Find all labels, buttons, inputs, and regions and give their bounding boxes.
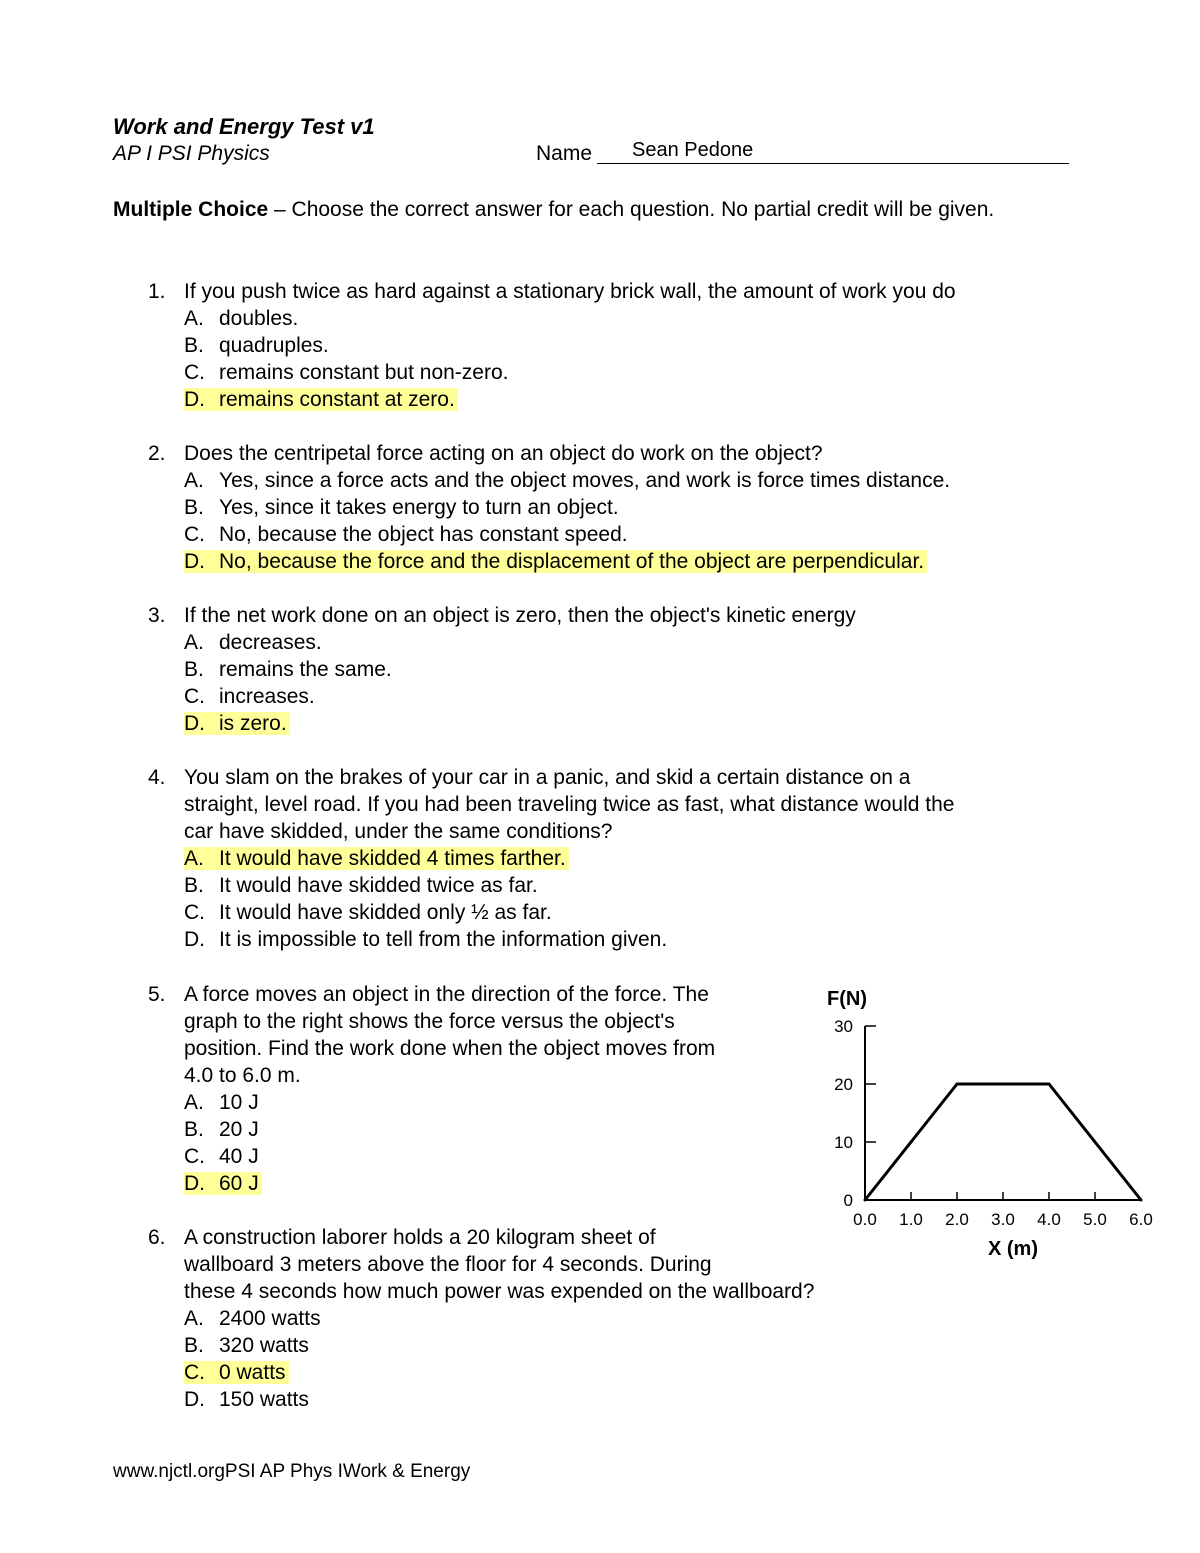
option-letter: D.	[184, 928, 205, 951]
answer-content	[184, 901, 552, 924]
option-text: decreases.	[219, 631, 322, 654]
question-text: Does the centripetal force acting on an object do work on the object?	[184, 442, 823, 465]
answer-option[interactable]	[184, 467, 950, 494]
answer-option[interactable]	[184, 1089, 262, 1116]
answer-options	[184, 1089, 262, 1197]
answer-option[interactable]	[184, 1332, 321, 1359]
answer-options	[184, 1305, 321, 1413]
highlighted-answer	[184, 1361, 289, 1384]
footer-url: www.njctl.orgPSI AP Phys IWork & Energy	[113, 1461, 471, 1482]
y-tick-label: 0	[843, 1191, 853, 1210]
option-text: 60 J	[219, 1172, 259, 1195]
option-text: 320 watts	[219, 1334, 309, 1357]
option-letter: D.	[184, 712, 205, 735]
question-number: 1.	[148, 280, 166, 303]
answer-content	[184, 1118, 259, 1141]
answer-option[interactable]	[184, 305, 509, 332]
answer-option[interactable]	[184, 1143, 262, 1170]
answer-content	[184, 1091, 259, 1114]
answer-content	[184, 523, 628, 546]
answer-option[interactable]	[184, 710, 392, 737]
answer-option[interactable]	[184, 926, 667, 953]
option-text: remains constant but non-zero.	[219, 361, 509, 384]
answer-option[interactable]	[184, 386, 509, 413]
course-name: AP I PSI Physics	[113, 142, 270, 165]
answer-content	[184, 1388, 309, 1411]
highlighted-answer	[184, 388, 458, 411]
x-tick-label: 5.0	[1083, 1210, 1107, 1229]
name-field[interactable]: Sean Pedone	[632, 139, 754, 161]
option-letter: A.	[184, 847, 204, 870]
answer-options	[184, 305, 509, 413]
question-text: these 4 seconds how much power was expended on the wallboard?	[184, 1280, 815, 1303]
option-text: 40 J	[219, 1145, 259, 1168]
force-position-chart	[810, 980, 1160, 1270]
question-text: 4.0 to 6.0 m.	[184, 1064, 301, 1087]
question-text: A construction laborer holds a 20 kilogram sheet of	[184, 1226, 656, 1249]
answer-option[interactable]	[184, 494, 950, 521]
answer-option[interactable]	[184, 359, 509, 386]
answer-option[interactable]	[184, 1170, 262, 1197]
answer-options	[184, 467, 950, 575]
option-letter: A.	[184, 631, 204, 654]
option-letter: B.	[184, 1334, 204, 1357]
question-text: You slam on the brakes of your car in a panic, and skid a certain distance on a	[184, 766, 911, 789]
y-tick-label: 30	[834, 1017, 853, 1036]
answer-content	[184, 658, 392, 681]
option-letter: C.	[184, 1361, 205, 1384]
name-underline	[597, 163, 1069, 164]
answer-content	[184, 874, 538, 897]
question-text: wallboard 3 meters above the floor for 4 seconds. During	[184, 1253, 712, 1276]
x-axis-label: X (m)	[988, 1238, 1038, 1260]
option-letter: A.	[184, 1091, 204, 1114]
option-text: It is impossible to tell from the information given.	[219, 928, 668, 951]
option-text: It would have skidded twice as far.	[219, 874, 538, 897]
highlighted-answer	[184, 550, 927, 573]
data-point	[1048, 1083, 1051, 1086]
x-tick-label: 4.0	[1037, 1210, 1061, 1229]
y-tick-label: 20	[834, 1075, 853, 1094]
question-text: straight, level road. If you had been traveling twice as fast, what distance would the	[184, 793, 955, 816]
name-label: Name	[536, 142, 593, 165]
question-text: If the net work done on an object is zero, then the object's kinetic energy	[184, 604, 856, 627]
option-letter: C.	[184, 685, 205, 708]
option-letter: B.	[184, 1118, 204, 1141]
option-letter: B.	[184, 658, 204, 681]
option-letter: D.	[184, 550, 205, 573]
instructions	[113, 196, 1073, 223]
answer-option[interactable]	[184, 899, 667, 926]
option-text: It would have skidded only ½ as far.	[219, 901, 552, 924]
answer-option[interactable]	[184, 872, 667, 899]
x-tick-label: 3.0	[991, 1210, 1015, 1229]
answer-content	[184, 1145, 259, 1168]
question-number: 3.	[148, 604, 166, 627]
option-letter: A.	[184, 1307, 204, 1330]
answer-content	[184, 1307, 321, 1330]
instructions-label: Multiple Choice	[113, 198, 269, 221]
highlighted-answer	[184, 712, 290, 735]
x-tick-label: 1.0	[899, 1210, 923, 1229]
option-text: 0 watts	[219, 1361, 286, 1384]
option-letter: D.	[184, 388, 205, 411]
answer-option[interactable]	[184, 629, 392, 656]
answer-option[interactable]	[184, 656, 392, 683]
question-number: 2.	[148, 442, 166, 465]
answer-option[interactable]	[184, 1386, 321, 1413]
answer-option[interactable]	[184, 1359, 321, 1386]
option-letter: D.	[184, 1172, 205, 1195]
option-letter: C.	[184, 361, 205, 384]
option-text: No, because the object has constant speed.	[219, 523, 628, 546]
option-text: 2400 watts	[219, 1307, 321, 1330]
answer-option[interactable]	[184, 1116, 262, 1143]
answer-content	[184, 307, 298, 330]
x-tick-label: 0.0	[853, 1210, 877, 1229]
x-tick-label: 6.0	[1129, 1210, 1153, 1229]
answer-option[interactable]	[184, 548, 950, 575]
answer-content	[184, 334, 329, 357]
instructions-text: – Choose the correct answer for each question. No partial credit will be given.	[268, 198, 995, 221]
force-line	[865, 1084, 1141, 1200]
option-letter: B.	[184, 334, 204, 357]
question-number: 5.	[148, 983, 166, 1006]
option-letter: B.	[184, 496, 204, 519]
option-text: remains constant at zero.	[219, 388, 455, 411]
answer-content	[184, 1334, 309, 1357]
option-text: No, because the force and the displacement of the object are perpendicular.	[219, 550, 925, 573]
option-letter: D.	[184, 1388, 205, 1411]
question-text: graph to the right shows the force versus the object's	[184, 1010, 675, 1033]
option-text: quadruples.	[219, 334, 329, 357]
test-title: Work and Energy Test v1	[113, 114, 375, 139]
option-text: 10 J	[219, 1091, 259, 1114]
answer-option[interactable]	[184, 521, 950, 548]
answer-options	[184, 845, 667, 953]
option-letter: C.	[184, 901, 205, 924]
data-point	[864, 1199, 867, 1202]
option-text: 20 J	[219, 1118, 259, 1141]
y-tick-label: 10	[834, 1133, 853, 1152]
option-letter: C.	[184, 523, 205, 546]
highlighted-answer	[184, 847, 569, 870]
answer-option[interactable]	[184, 845, 667, 872]
data-point	[1140, 1199, 1143, 1202]
answer-content	[184, 631, 322, 654]
option-letter: C.	[184, 1145, 205, 1168]
answer-option[interactable]	[184, 1305, 321, 1332]
question-text: position. Find the work done when the object moves from	[184, 1037, 716, 1060]
question-text: If you push twice as hard against a stationary brick wall, the amount of work you do	[184, 280, 956, 303]
answer-option[interactable]	[184, 332, 509, 359]
y-axis-label: F(N)	[827, 988, 867, 1010]
answer-content	[184, 496, 619, 519]
answer-options	[184, 629, 392, 737]
option-text: is zero.	[219, 712, 287, 735]
question-number: 6.	[148, 1226, 166, 1249]
option-text: doubles.	[219, 307, 299, 330]
x-tick-label: 2.0	[945, 1210, 969, 1229]
option-text: increases.	[219, 685, 315, 708]
option-text: Yes, since a force acts and the object moves, and work is force times distance.	[219, 469, 951, 492]
answer-content	[184, 469, 950, 492]
option-letter: A.	[184, 307, 204, 330]
option-letter: B.	[184, 874, 204, 897]
question-text: car have skidded, under the same conditions?	[184, 820, 613, 843]
question-number: 4.	[148, 766, 166, 789]
option-text: 150 watts	[219, 1388, 309, 1411]
answer-content	[184, 361, 509, 384]
option-text: Yes, since it takes energy to turn an object.	[219, 496, 619, 519]
question-text: A force moves an object in the direction of the force. The	[184, 983, 709, 1006]
highlighted-answer	[184, 1172, 262, 1195]
option-text: It would have skidded 4 times farther.	[219, 847, 566, 870]
data-point	[910, 1141, 913, 1144]
option-letter: A.	[184, 469, 204, 492]
answer-option[interactable]	[184, 683, 392, 710]
data-point	[956, 1083, 959, 1086]
answer-content	[184, 928, 667, 951]
option-text: remains the same.	[219, 658, 392, 681]
answer-content	[184, 685, 315, 708]
